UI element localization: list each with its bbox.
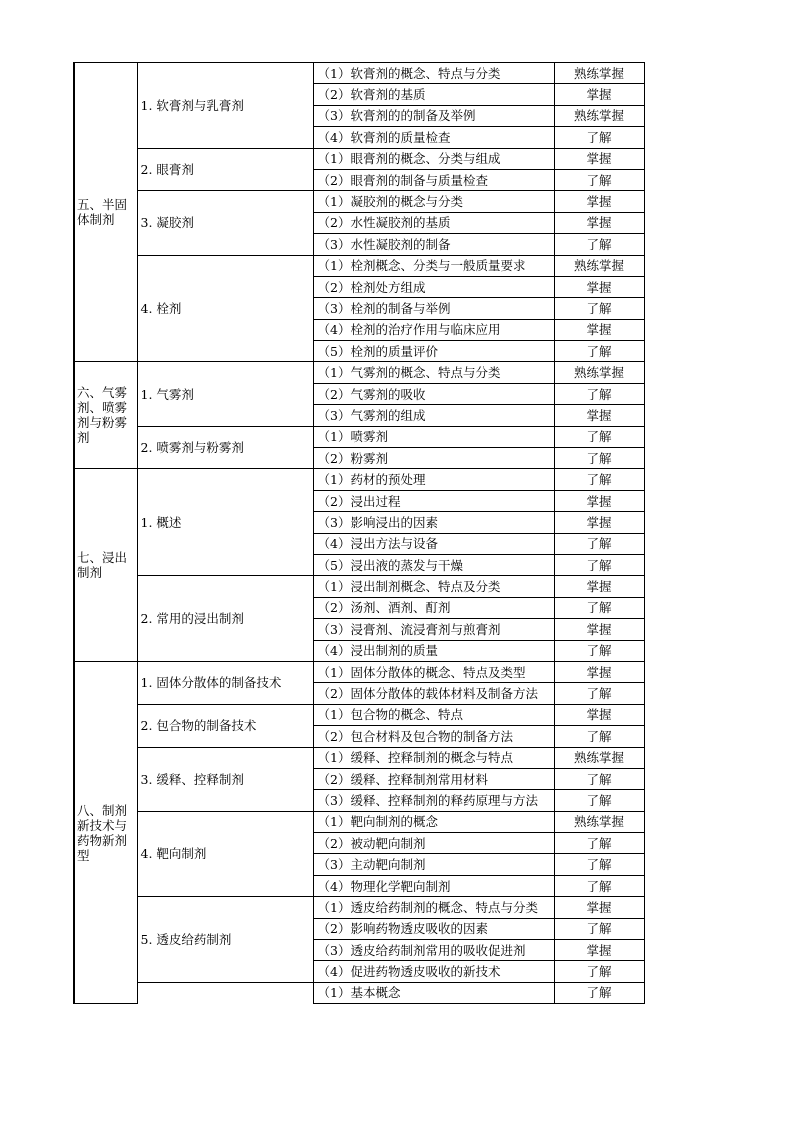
point-text: （1）包合物的概念、特点 xyxy=(313,704,554,725)
point-text: （5）栓剂的质量评价 xyxy=(313,341,554,362)
syllabus-body xyxy=(74,63,644,1004)
requirement-level: 了解 xyxy=(554,918,644,939)
element-title: 1. 气雾剂 xyxy=(137,362,313,426)
unit-title: 六、气雾剂、喷雾剂与粉雾剂 xyxy=(74,362,137,469)
point-text: （2）汤剂、酒剂、酊剂 xyxy=(313,597,554,618)
requirement-level: 掌握 xyxy=(554,148,644,169)
requirement-level: 了解 xyxy=(554,169,644,190)
table-row xyxy=(74,148,644,169)
table-row xyxy=(74,704,644,725)
element-title: 1. 概述 xyxy=(137,469,313,576)
element-title: 3. 缓释、控释制剂 xyxy=(137,747,313,811)
point-text: （2）缓释、控释制剂常用材料 xyxy=(313,768,554,789)
requirement-level: 了解 xyxy=(554,961,644,982)
requirement-level: 掌握 xyxy=(554,576,644,597)
point-text: （2）软膏剂的基质 xyxy=(313,84,554,105)
requirement-level: 掌握 xyxy=(554,661,644,682)
point-text: （5）浸出液的蒸发与干燥 xyxy=(313,554,554,575)
requirement-level: 了解 xyxy=(554,554,644,575)
requirement-level: 掌握 xyxy=(554,897,644,918)
requirement-level: 了解 xyxy=(554,597,644,618)
table-row xyxy=(74,747,644,768)
requirement-level: 了解 xyxy=(554,469,644,490)
syllabus-table xyxy=(73,62,645,1004)
table-row xyxy=(74,982,644,1003)
point-text: （3）透皮给药制剂常用的吸收促进剂 xyxy=(313,940,554,961)
point-text: （1）栓剂概念、分类与一般质量要求 xyxy=(313,255,554,276)
point-text: （4）软膏剂的质量检查 xyxy=(313,127,554,148)
requirement-level: 了解 xyxy=(554,833,644,854)
point-text: （2）被动靶向制剂 xyxy=(313,833,554,854)
element-title: 4. 栓剂 xyxy=(137,255,313,362)
table-row xyxy=(74,362,644,383)
requirement-level: 了解 xyxy=(554,383,644,404)
point-text: （3）主动靶向制剂 xyxy=(313,854,554,875)
point-text: （2）固体分散体的载体材料及制备方法 xyxy=(313,683,554,704)
requirement-level: 了解 xyxy=(554,768,644,789)
point-text: （1）凝胶剂的概念与分类 xyxy=(313,191,554,212)
point-text: （4）物理化学靶向制剂 xyxy=(313,875,554,896)
point-text: （1）缓释、控释制剂的概念与特点 xyxy=(313,747,554,768)
point-text: （4）促进药物透皮吸收的新技术 xyxy=(313,961,554,982)
requirement-level: 了解 xyxy=(554,426,644,447)
table-row xyxy=(74,426,644,447)
point-text: （1）药材的预处理 xyxy=(313,469,554,490)
requirement-level: 熟练掌握 xyxy=(554,811,644,832)
requirement-level: 掌握 xyxy=(554,319,644,340)
element-title: 1. 固体分散体的制备技术 xyxy=(137,661,313,704)
requirement-level: 了解 xyxy=(554,127,644,148)
requirement-level: 了解 xyxy=(554,640,644,661)
requirement-level: 掌握 xyxy=(554,704,644,725)
point-text: （4）浸出方法与设备 xyxy=(313,533,554,554)
unit-title: 七、浸出制剂 xyxy=(74,469,137,662)
point-text: （1）靶向制剂的概念 xyxy=(313,811,554,832)
point-text: （4）栓剂的治疗作用与临床应用 xyxy=(313,319,554,340)
point-text: （2）水性凝胶剂的基质 xyxy=(313,212,554,233)
point-text: （3）缓释、控释制剂的释药原理与方法 xyxy=(313,790,554,811)
element-title: 2. 常用的浸出制剂 xyxy=(137,576,313,662)
element-title xyxy=(137,982,313,1003)
point-text: （3）影响浸出的因素 xyxy=(313,512,554,533)
requirement-level: 熟练掌握 xyxy=(554,105,644,126)
point-text: （2）眼膏剂的制备与质量检查 xyxy=(313,169,554,190)
requirement-level: 了解 xyxy=(554,341,644,362)
requirement-level: 了解 xyxy=(554,875,644,896)
table-row xyxy=(74,191,644,212)
point-text: （1）基本概念 xyxy=(313,982,554,1003)
requirement-level: 掌握 xyxy=(554,276,644,297)
table-row xyxy=(74,469,644,490)
point-text: （2）气雾剂的吸收 xyxy=(313,383,554,404)
requirement-level: 了解 xyxy=(554,726,644,747)
point-text: （2）浸出过程 xyxy=(313,490,554,511)
requirement-level: 了解 xyxy=(554,448,644,469)
requirement-level: 了解 xyxy=(554,683,644,704)
requirement-level: 了解 xyxy=(554,790,644,811)
element-title: 4. 靶向制剂 xyxy=(137,811,313,897)
requirement-level: 掌握 xyxy=(554,490,644,511)
point-text: （3）栓剂的制备与举例 xyxy=(313,298,554,319)
requirement-level: 了解 xyxy=(554,854,644,875)
requirement-level: 掌握 xyxy=(554,191,644,212)
element-title: 2. 眼膏剂 xyxy=(137,148,313,191)
point-text: （2）包合材料及包合物的制备方法 xyxy=(313,726,554,747)
element-title: 2. 包合物的制备技术 xyxy=(137,704,313,747)
requirement-level: 熟练掌握 xyxy=(554,362,644,383)
requirement-level: 掌握 xyxy=(554,405,644,426)
point-text: （3）软膏剂的的制备及举例 xyxy=(313,105,554,126)
element-title: 5. 透皮给药制剂 xyxy=(137,897,313,983)
table-row xyxy=(74,661,644,682)
table-row xyxy=(74,63,644,84)
table-row xyxy=(74,811,644,832)
requirement-level: 掌握 xyxy=(554,84,644,105)
point-text: （4）浸出制剂的质量 xyxy=(313,640,554,661)
requirement-level: 掌握 xyxy=(554,512,644,533)
requirement-level: 熟练掌握 xyxy=(554,747,644,768)
unit-title: 五、半固体制剂 xyxy=(74,63,137,362)
requirement-level: 熟练掌握 xyxy=(554,63,644,84)
point-text: （1）喷雾剂 xyxy=(313,426,554,447)
requirement-level: 了解 xyxy=(554,234,644,255)
table-row xyxy=(74,255,644,276)
requirement-level: 掌握 xyxy=(554,212,644,233)
point-text: （1）透皮给药制剂的概念、特点与分类 xyxy=(313,897,554,918)
point-text: （3）水性凝胶剂的制备 xyxy=(313,234,554,255)
point-text: （2）影响药物透皮吸收的因素 xyxy=(313,918,554,939)
point-text: （3）气雾剂的组成 xyxy=(313,405,554,426)
requirement-level: 了解 xyxy=(554,982,644,1003)
point-text: （2）粉雾剂 xyxy=(313,448,554,469)
point-text: （1）软膏剂的概念、特点与分类 xyxy=(313,63,554,84)
requirement-level: 了解 xyxy=(554,298,644,319)
point-text: （1）眼膏剂的概念、分类与组成 xyxy=(313,148,554,169)
element-title: 3. 凝胶剂 xyxy=(137,191,313,255)
element-title: 2. 喷雾剂与粉雾剂 xyxy=(137,426,313,469)
table-row xyxy=(74,897,644,918)
unit-title: 八、制剂新技术与药物新剂型 xyxy=(74,661,137,1003)
point-text: （3）浸膏剂、流浸膏剂与煎膏剂 xyxy=(313,619,554,640)
point-text: （1）固体分散体的概念、特点及类型 xyxy=(313,661,554,682)
requirement-level: 熟练掌握 xyxy=(554,255,644,276)
point-text: （2）栓剂处方组成 xyxy=(313,276,554,297)
element-title: 1. 软膏剂与乳膏剂 xyxy=(137,63,313,149)
requirement-level: 掌握 xyxy=(554,940,644,961)
requirement-level: 掌握 xyxy=(554,619,644,640)
requirement-level: 了解 xyxy=(554,533,644,554)
point-text: （1）气雾剂的概念、特点与分类 xyxy=(313,362,554,383)
table-row xyxy=(74,576,644,597)
point-text: （1）浸出制剂概念、特点及分类 xyxy=(313,576,554,597)
